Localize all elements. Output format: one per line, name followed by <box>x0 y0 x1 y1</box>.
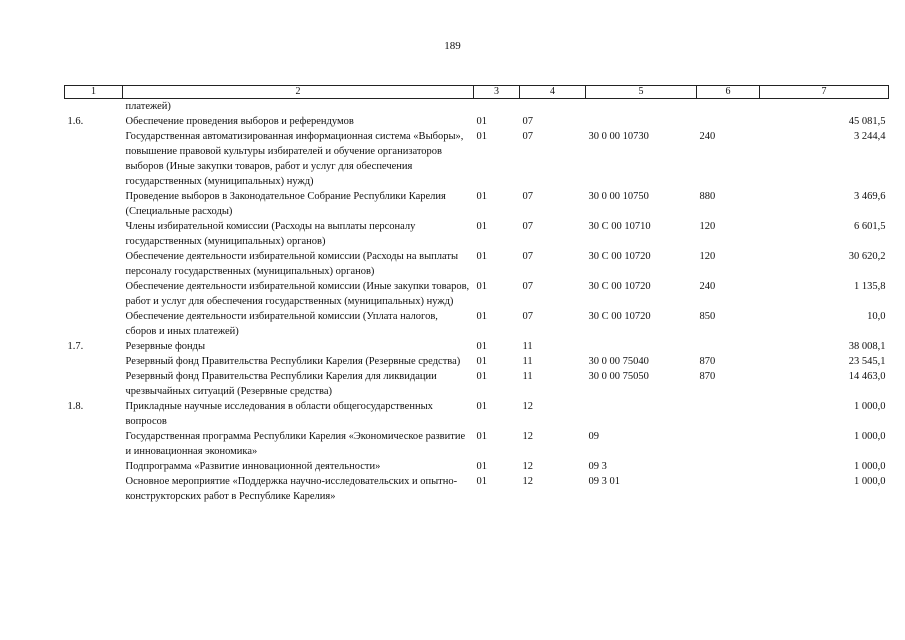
table-row <box>65 114 889 129</box>
expense-type-cell: 870 <box>699 356 716 367</box>
row-number-cell <box>65 279 123 309</box>
column-header: 3 <box>474 86 520 99</box>
description-cell: Члены избирательной комиссии (Расходы на выплаты персоналу государственных (муниципальных) органов) <box>125 221 416 247</box>
description-cell: Обеспечение проведения выборов и референдумов <box>125 116 354 127</box>
section-code-cell: 01 <box>476 431 487 442</box>
amount-cell <box>760 99 889 115</box>
description-cell: Резервный фонд Правительства Республики Карелия для ликвидации чрезвычайных ситуаций (Резервные средства) <box>125 371 437 397</box>
description-cell: Государственная автоматизированная информационная система «Выборы», повышение правовой культуры избирателей и обучение организаторов выборов (Иные закупки товаров, работ и услуг для обеспечения государственных (муниципальных) нужд) <box>125 131 464 187</box>
target-article-cell: 30 0 00 75040 <box>588 356 649 367</box>
row-number-cell <box>65 249 123 279</box>
amount-cell: 45 081,5 <box>848 116 886 127</box>
amount-cell: 3 244,4 <box>854 131 886 142</box>
table-row <box>65 459 889 474</box>
subsection-code-cell <box>520 99 586 115</box>
row-number-cell: 1.6. <box>67 116 84 127</box>
section-code-cell: 01 <box>476 281 487 292</box>
target-article-cell <box>586 399 697 429</box>
amount-cell: 23 545,1 <box>848 356 886 367</box>
target-article-cell: 30 С 00 10720 <box>588 311 651 322</box>
description-cell: Основное мероприятие «Поддержка научно-исследовательских и опытно-конструкторских работ в Республике Карелия» <box>125 476 458 502</box>
row-number-cell: 1.7. <box>67 341 84 352</box>
table-row <box>65 429 889 459</box>
subsection-code-cell: 07 <box>522 131 533 142</box>
table-row <box>65 309 889 339</box>
row-number-cell <box>65 219 123 249</box>
row-number-cell <box>65 309 123 339</box>
description-cell: платежей) <box>125 101 171 112</box>
table-row <box>65 399 889 429</box>
section-code-cell: 01 <box>476 371 487 382</box>
expense-type-cell <box>697 429 760 459</box>
subsection-code-cell: 11 <box>522 371 533 382</box>
subsection-code-cell: 07 <box>522 191 533 202</box>
amount-cell: 38 008,1 <box>848 341 886 352</box>
target-article-cell: 30 0 00 75050 <box>588 371 649 382</box>
subsection-code-cell: 12 <box>522 476 533 487</box>
expense-type-cell: 120 <box>699 221 716 232</box>
table-row <box>65 339 889 354</box>
subsection-code-cell: 07 <box>522 311 533 322</box>
table-row <box>65 354 889 369</box>
header-row <box>65 86 889 99</box>
expense-type-cell: 240 <box>699 281 716 292</box>
section-code-cell: 01 <box>476 311 487 322</box>
table-row <box>65 369 889 399</box>
column-header: 7 <box>760 86 889 99</box>
column-header: 5 <box>586 86 697 99</box>
target-article-cell: 09 <box>588 431 599 442</box>
amount-cell: 30 620,2 <box>848 251 886 262</box>
expense-type-cell: 240 <box>699 131 716 142</box>
row-number-cell <box>65 99 123 115</box>
expense-type-cell <box>697 339 760 354</box>
description-cell: Проведение выборов в Законодательное Собрание Республики Карелия (Специальные расходы) <box>125 191 446 217</box>
target-article-cell: 30 0 00 10750 <box>588 191 649 202</box>
amount-cell: 1 000,0 <box>854 431 886 442</box>
section-code-cell: 01 <box>476 221 487 232</box>
table-row <box>65 99 889 115</box>
description-cell: Резервный фонд Правительства Республики Карелия (Резервные средства) <box>125 356 461 367</box>
description-cell: Обеспечение деятельности избирательной комиссии (Уплата налогов, сборов и иных платежей) <box>125 311 438 337</box>
amount-cell: 3 469,6 <box>854 191 886 202</box>
section-code-cell: 01 <box>476 131 487 142</box>
subsection-code-cell: 11 <box>522 356 533 367</box>
section-code-cell: 01 <box>476 341 487 352</box>
section-code-cell: 01 <box>476 476 487 487</box>
subsection-code-cell: 07 <box>522 251 533 262</box>
row-number-cell <box>65 189 123 219</box>
expense-type-cell <box>697 474 760 504</box>
table-row <box>65 249 889 279</box>
section-code-cell: 01 <box>476 356 487 367</box>
row-number-cell <box>65 354 123 369</box>
amount-cell: 6 601,5 <box>854 221 886 232</box>
amount-cell: 1 000,0 <box>854 401 886 412</box>
subsection-code-cell: 07 <box>522 221 533 232</box>
amount-cell: 10,0 <box>867 311 886 322</box>
subsection-code-cell: 12 <box>522 401 533 412</box>
description-cell: Резервные фонды <box>125 341 206 352</box>
amount-cell: 1 135,8 <box>854 281 886 292</box>
subsection-code-cell: 07 <box>522 116 533 127</box>
section-code-cell: 01 <box>476 461 487 472</box>
budget-table <box>64 85 889 504</box>
row-number-cell <box>65 474 123 504</box>
description-cell: Обеспечение деятельности избирательной комиссии (Иные закупки товаров, работ и услуг для обеспечения государственных (муниципальных) нужд) <box>125 281 470 307</box>
table-row <box>65 279 889 309</box>
description-cell: Государственная программа Республики Карелия «Экономическое развитие и инновационная экономика» <box>125 431 466 457</box>
row-number-cell <box>65 429 123 459</box>
target-article-cell <box>586 99 697 115</box>
amount-cell: 1 000,0 <box>854 476 886 487</box>
target-article-cell: 09 3 01 <box>588 476 620 487</box>
table-row <box>65 129 889 189</box>
subsection-code-cell: 12 <box>522 431 533 442</box>
table-row <box>65 474 889 504</box>
expense-type-cell <box>697 114 760 129</box>
subsection-code-cell: 12 <box>522 461 533 472</box>
amount-cell: 1 000,0 <box>854 461 886 472</box>
description-cell: Прикладные научные исследования в области общегосударственных вопросов <box>125 401 433 427</box>
expense-type-cell <box>697 399 760 429</box>
column-header: 4 <box>520 86 586 99</box>
section-code-cell: 01 <box>476 191 487 202</box>
section-code-cell: 01 <box>476 116 487 127</box>
column-header: 6 <box>697 86 760 99</box>
table-row <box>65 189 889 219</box>
expense-type-cell: 120 <box>699 251 716 262</box>
target-article-cell: 30 С 00 10710 <box>588 221 651 232</box>
expense-type-cell: 870 <box>699 371 716 382</box>
section-code-cell <box>474 99 520 115</box>
subsection-code-cell: 07 <box>522 281 533 292</box>
row-number-cell <box>65 459 123 474</box>
target-article-cell: 30 0 00 10730 <box>588 131 649 142</box>
amount-cell: 14 463,0 <box>848 371 886 382</box>
expense-type-cell <box>697 99 760 115</box>
subsection-code-cell: 11 <box>522 341 533 352</box>
expense-type-cell: 880 <box>699 191 716 202</box>
description-cell: Подпрограмма «Развитие инновационной деятельности» <box>125 461 381 472</box>
target-article-cell: 09 3 <box>588 461 607 472</box>
section-code-cell: 01 <box>476 401 487 412</box>
target-article-cell <box>586 114 697 129</box>
column-header: 1 <box>65 86 123 99</box>
row-number-cell: 1.8. <box>67 401 84 412</box>
target-article-cell: 30 С 00 10720 <box>588 251 651 262</box>
table-row <box>65 219 889 249</box>
target-article-cell: 30 С 00 10720 <box>588 281 651 292</box>
target-article-cell <box>586 339 697 354</box>
expense-type-cell <box>697 459 760 474</box>
description-cell: Обеспечение деятельности избирательной комиссии (Расходы на выплаты персоналу государственных (муниципальных) органов) <box>125 251 459 277</box>
row-number-cell <box>65 129 123 189</box>
row-number-cell <box>65 369 123 399</box>
expense-type-cell: 850 <box>699 311 716 322</box>
column-header: 2 <box>123 86 474 99</box>
section-code-cell: 01 <box>476 251 487 262</box>
page-number: 189 <box>444 40 461 52</box>
